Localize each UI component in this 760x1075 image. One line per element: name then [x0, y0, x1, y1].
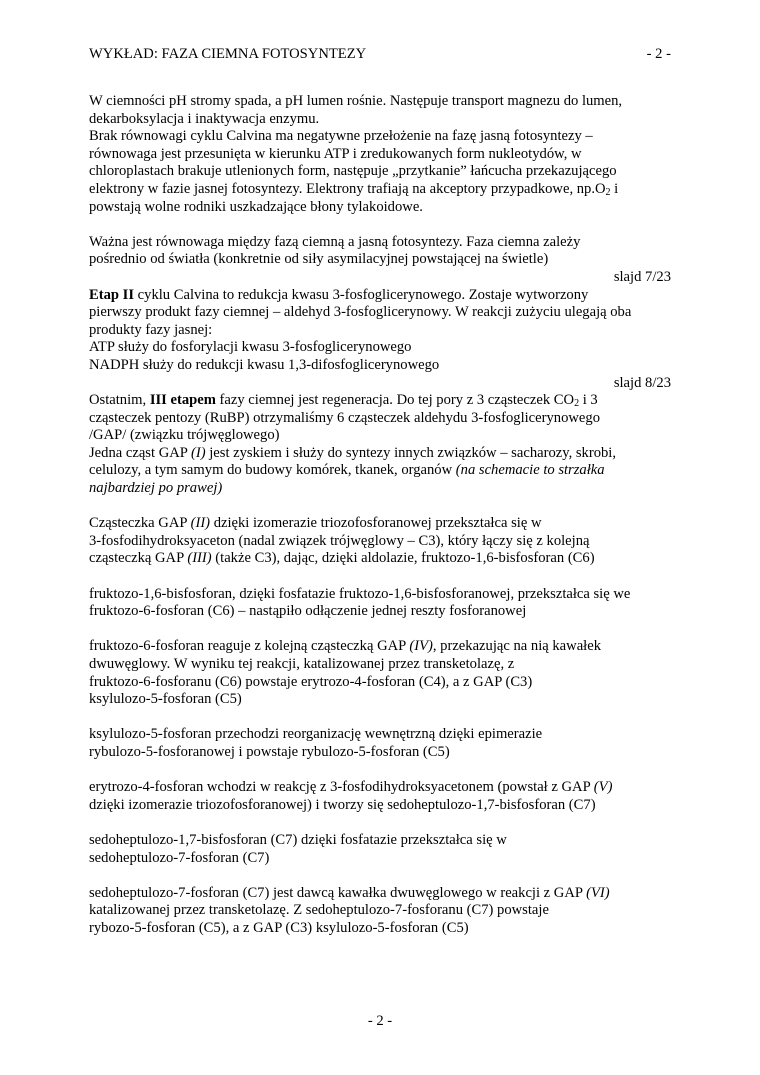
text-line: i 3: [579, 392, 598, 409]
text-line: równowaga jest przesunięta w kierunku ATP i zredukowanych form nukleotydów, w: [89, 145, 582, 162]
stage-label: Etap II: [89, 286, 135, 303]
subscript: 2: [605, 186, 611, 198]
italic-text: (VI): [586, 884, 610, 901]
text-line: sedoheptulozo-7-fosforan (C7) jest dawcą kawałka dwuwęglowego w reakcji z GAP: [89, 884, 587, 901]
slide-reference-8: slajd 8/23: [613, 374, 671, 391]
paragraph-dark-ph: [89, 93, 671, 128]
italic-text: najbardziej po prawej): [89, 480, 223, 497]
text-line: powstają wolne rodniki uszkadzające błony tylakoidowe.: [89, 198, 423, 215]
text-line: fruktozo-6-fosforanu (C6) powstaje erytrozo-4-fosforan (C4), a z GAP (C3): [89, 673, 533, 690]
paragraph-calvin-imbalance: [89, 128, 671, 216]
text-line: pierwszy produkt fazy ciemnej – aldehyd 3-fosfoglicerynowy. W reakcji zużyciu ulegają oba: [89, 304, 632, 321]
paragraph-gap-2: [89, 515, 671, 568]
text-line: Ważna jest równowaga między fazą ciemną a jasną fotosyntezy. Faza ciemna zależy: [89, 233, 581, 250]
text-line: fruktozo-6-fosforan reaguje z kolejną cząsteczką GAP: [89, 638, 410, 655]
italic-text: (II): [190, 515, 211, 532]
italic-text: (V): [593, 779, 613, 796]
italic-text: (na schemacie to strzałka: [455, 462, 605, 479]
paragraph-gap-1: [89, 445, 671, 498]
stage-label: III etapem: [149, 392, 216, 409]
paragraph-xylulose: [89, 726, 671, 761]
text-line: cyklu Calvina to redukcja kwasu 3-fosfoglicerynowego. Zostaje wytworzony: [134, 286, 589, 303]
italic-text: (III): [187, 550, 212, 567]
text-line: jest zyskiem i służy do syntezy innych związków – sacharozy, skrobi,: [205, 444, 617, 461]
document-body: [89, 93, 671, 938]
text-line: NADPH służy do redukcji kwasu 1,3-difosfoglicerynowego: [89, 356, 440, 373]
text-line: cząsteczką GAP: [89, 550, 188, 567]
text-line: i: [610, 180, 619, 197]
text-line: katalizowanej przez transketolazę. Z sedoheptulozo-7-fosforanu (C7) powstaje: [89, 902, 549, 919]
document-title: WYKŁAD: FAZA CIEMNA FOTOSYNTEZY: [89, 46, 367, 62]
text-line: dekarboksylacja i inaktywacja enzymu.: [89, 110, 320, 127]
slide-reference-7: slajd 7/23: [613, 268, 671, 285]
text-line: dzięki izomerazie triozofosforanowej przekształca się w: [210, 515, 542, 532]
text-line: elektrony w fazie jasnej fotosyntezy. Elektrony trafiają na akceptory przypadkowe, np.O: [89, 180, 606, 197]
text-line: cząsteczek pentozy (RuBP) otrzymaliśmy 6 cząsteczek aldehydu 3-fosfoglicerynowego: [89, 409, 600, 426]
header-page-number: - 2 -: [646, 46, 671, 62]
text-line: pośrednio od światła (konkretnie od siły asymilacyjnej powstającej na świetle): [89, 251, 549, 268]
text-line: Jedna cząst GAP: [89, 444, 191, 461]
text-line: produkty fazy jasnej:: [89, 321, 213, 338]
paragraph-erythrose: [89, 779, 671, 814]
text-line: fruktozo-6-fosforan (C6) – nastąpiło odłączenie jednej reszty fosforanowej: [89, 603, 527, 620]
text-line: 3-fosfodihydroksyaceton (nadal związek trójwęglowy – C3), który łączy się z kolejną: [89, 532, 590, 549]
text-line: (także C3), dając, dzięki aldolazie, fruktozo-1,6-bisfosforan (C6): [211, 550, 595, 567]
text-line: /GAP/ (związku trójwęglowego): [89, 427, 280, 444]
text-line: sedoheptulozo-1,7-bisfosforan (C7) dzięki fosfatazie przekształca się w: [89, 831, 507, 848]
text-line: rybozo-5-fosforan (C5), a z GAP (C3) ksylulozo-5-fosforan (C5): [89, 919, 469, 936]
text-line: rybulozo-5-fosforanowej i powstaje rybulozo-5-fosforan (C5): [89, 743, 450, 760]
text-line: ksylulozo-5-fosforan (C5): [89, 691, 242, 708]
text-line: ATP służy do fosforylacji kwasu 3-fosfoglicerynowego: [89, 339, 412, 356]
paragraph-fructose-bisphosphate: [89, 586, 671, 621]
text-line: Ostatnim,: [89, 392, 150, 409]
text-line: fruktozo-1,6-bisfosforan, dzięki fosfatazie fruktozo-1,6-bisfosforanowej, przekształca się we: [89, 585, 631, 602]
paragraph-sedoheptulose-7-phosphate: [89, 885, 671, 938]
italic-text: (I): [191, 444, 206, 461]
paragraph-stage-2: [89, 287, 671, 375]
text-line: erytrozo-4-fosforan wchodzi w reakcję z 3-fosfodihydroksyacetonem (powstał z GAP: [89, 779, 594, 796]
italic-text: (IV): [409, 638, 433, 655]
text-line: Brak równowagi cyklu Calvina ma negatywne przełożenie na fazę jasną fotosyntezy –: [89, 128, 593, 145]
text-line: Cząsteczka GAP: [89, 515, 191, 532]
text-line: dzięki izomerazie triozofosforanowej) i tworzy się sedoheptulozo-1,7-bisfosforan (C7): [89, 796, 596, 813]
text-line: ksylulozo-5-fosforan przechodzi reorganizację wewnętrzną dzięki epimerazie: [89, 726, 543, 743]
paragraph-balance: [89, 234, 671, 269]
paragraph-sedoheptulose-bisphosphate: [89, 832, 671, 867]
text-line: sedoheptulozo-7-fosforan (C7): [89, 849, 270, 866]
text-line: dwuwęglowy. W wyniku tej reakcji, katalizowanej przez transketolazę, z: [89, 656, 515, 672]
text-line: celulozy, a tym samym do budowy komórek, tkanek, organów: [89, 462, 456, 479]
paragraph-fructose-6-phosphate: [89, 638, 671, 708]
footer-page-number: - 2 -: [367, 1013, 393, 1029]
subscript: 2: [574, 398, 580, 410]
paragraph-stage-3: [89, 392, 671, 445]
text-line: W ciemności pH stromy spada, a pH lumen rośnie. Następuje transport magnezu do lumen,: [89, 93, 623, 109]
text-line: fazy ciemnej jest regeneracja. Do tej pory z 3 cząsteczek CO: [215, 392, 575, 409]
text-line: chloroplastach brakuje utlenionych form, następuje „przytkanie” łańcucha przekazującego: [89, 163, 617, 180]
text-line: , przekazując na nią kawałek: [432, 638, 602, 655]
